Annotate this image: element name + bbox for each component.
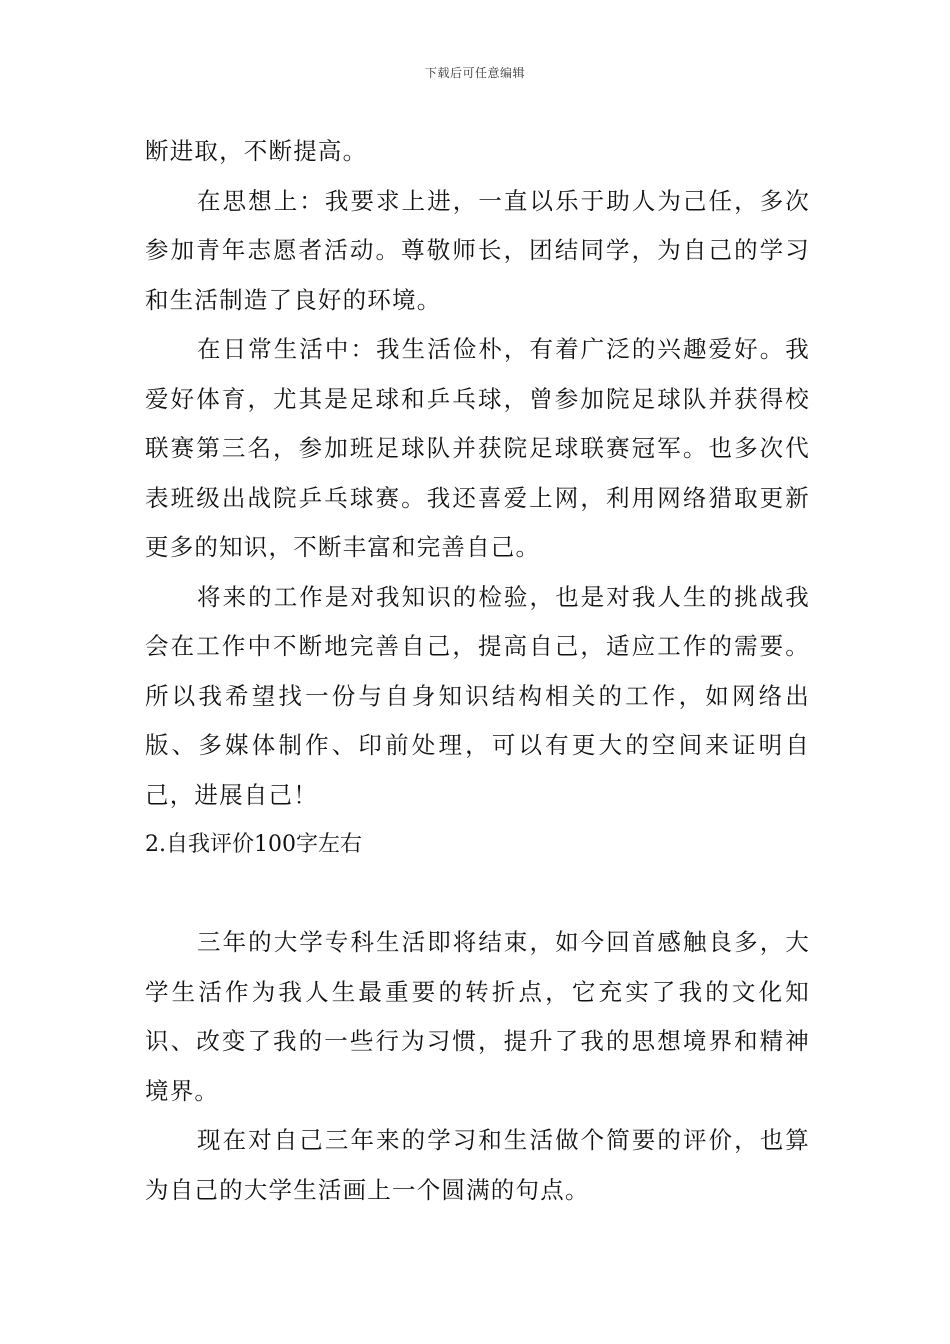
body-block-lower (145, 918, 810, 1215)
paragraph-thought: 在思想上：我要求上进，一直以乐于助人为己任，多次参加青年志愿者活动。尊敬师长，团结同学，为自己的学习和生活制造了良好的环境。 (145, 186, 810, 314)
paragraph-future-work: 将来的工作是对我知识的检验，也是对我人生的挑战我会在工作中不断地完善自己，提高自己，适应工作的需要。所以我希望找一份与自身知识结构相关的工作，如网络出版、多媒体制作、印前处理，可以有更大的空间来证明自己，进展自己！ (145, 582, 810, 809)
paragraph-college-life: 三年的大学专科生活即将结束，如今回首感触良多，大学生活作为我人生最重要的转折点，它充实了我的文化知识、改变了我的一些行为习惯，提升了我的思想境界和精神境界。 (145, 928, 810, 1105)
paragraph-continuation: 断进取，不断提高。 (145, 137, 368, 165)
paragraph-self-evaluation: 现在对自己三年来的学习和生活做个简要的评价，也算为自己的大学生活画上一个圆满的句点。 (145, 1126, 810, 1204)
paragraph-daily-life: 在日常生活中：我生活俭朴，有着广泛的兴趣爱好。我爱好体育，尤其是足球和乒乓球，曾参加院足球队并获得校联赛第三名，参加班足球队并获院足球联赛冠军。也多次代表班级出战院乒乓球赛。我还喜爱上网，利用网络猎取更新更多的知识，不断丰富和完善自己。 (145, 335, 810, 561)
body-block-upper (145, 127, 810, 870)
page-header: 下载后可任意编辑 (424, 66, 525, 80)
section-heading: 2.自我评价100字左右 (145, 832, 362, 857)
